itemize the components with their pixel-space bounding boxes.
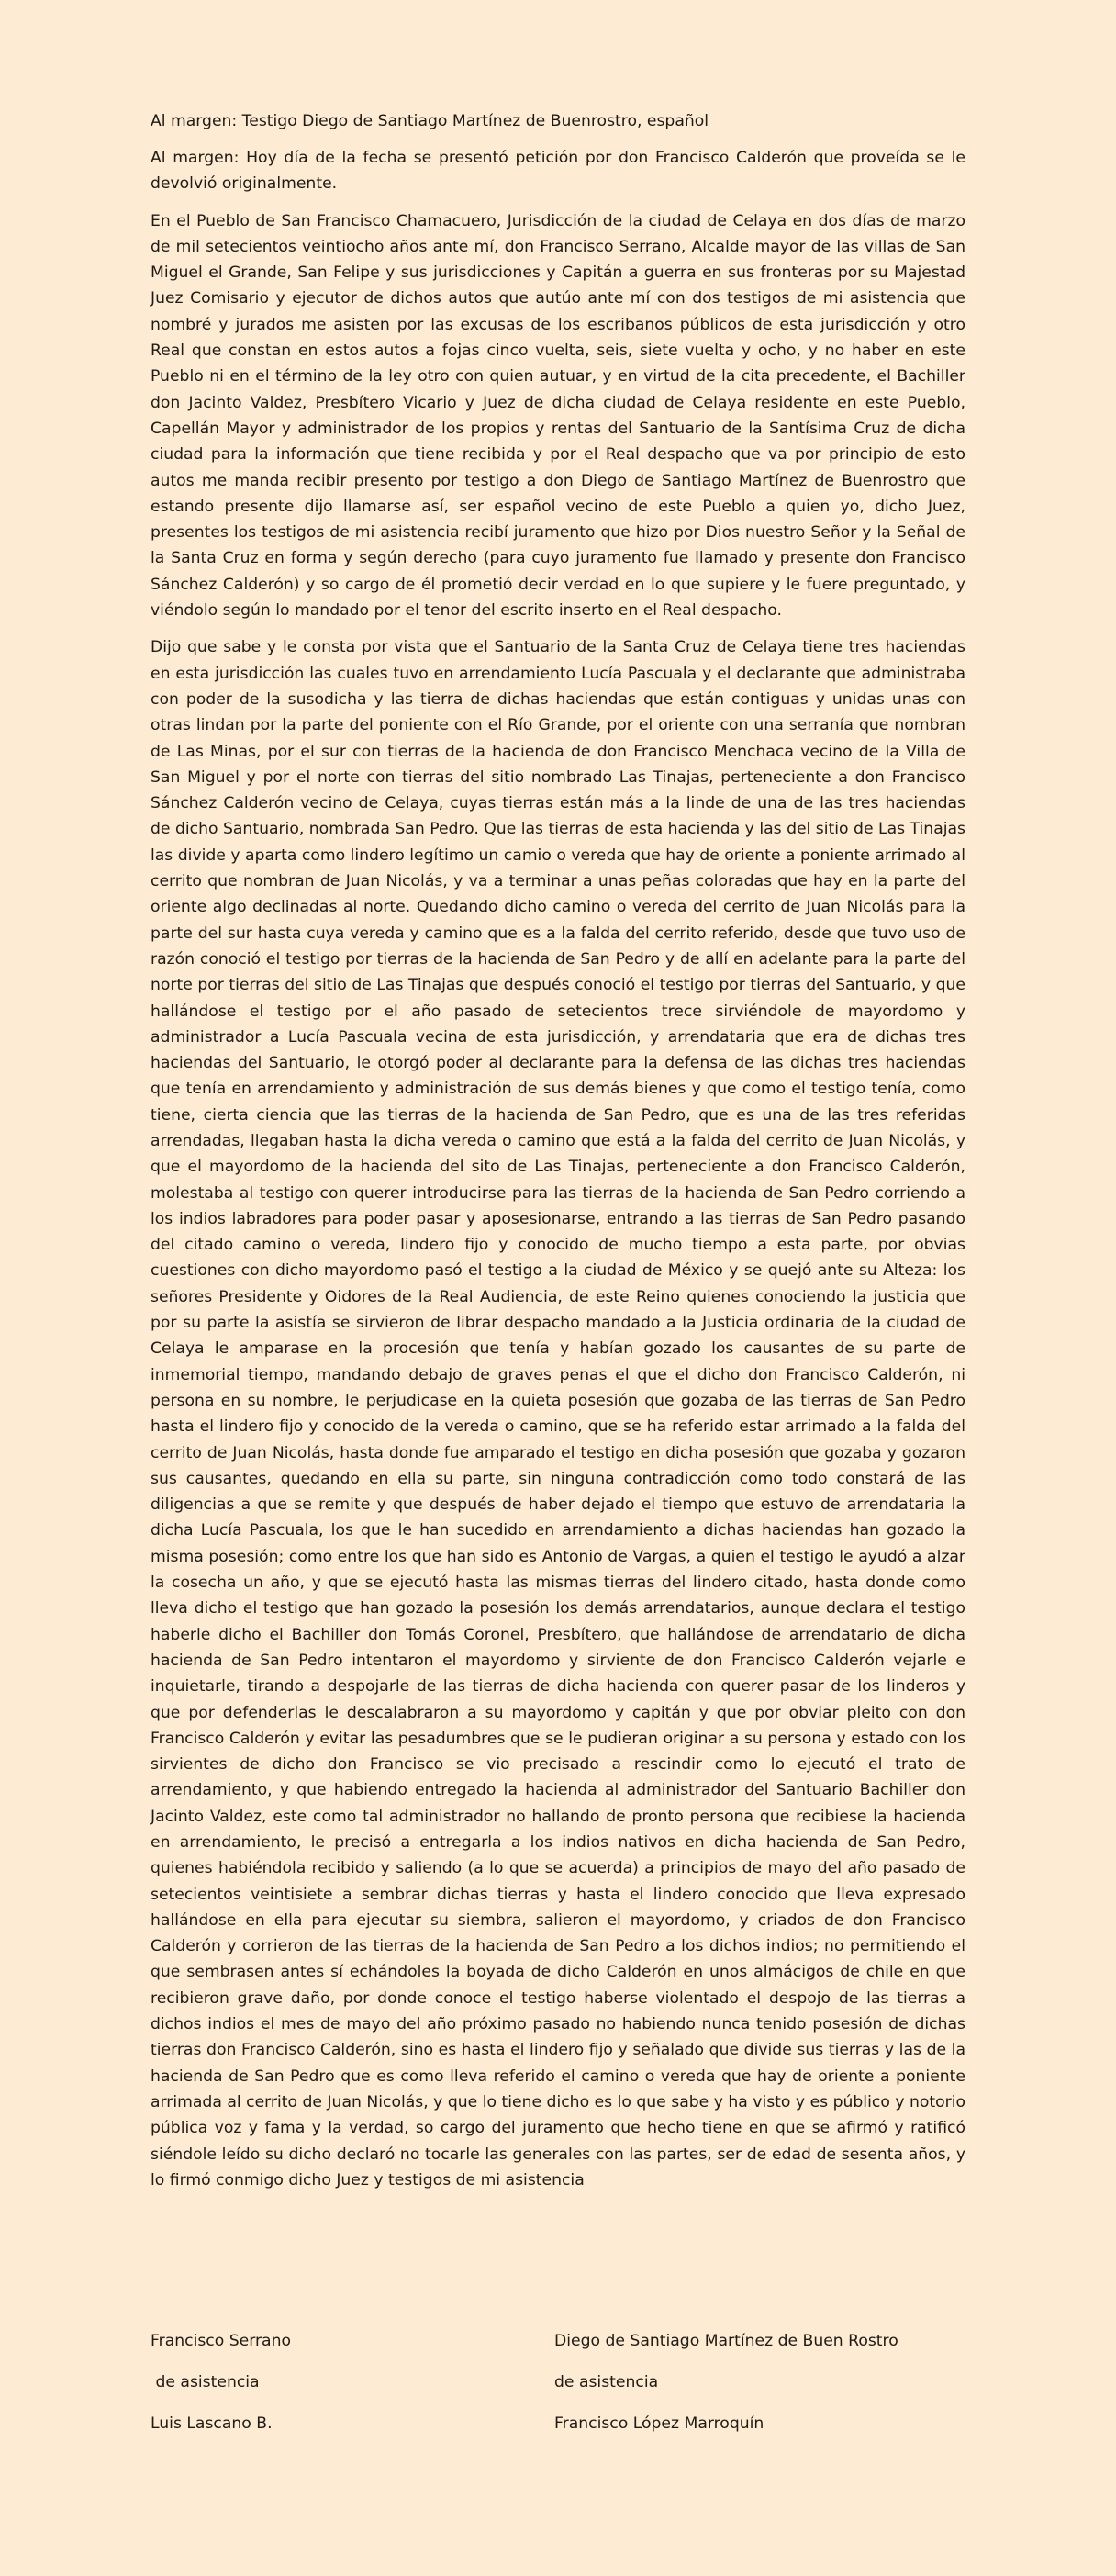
assistance-label-right: de asistencia bbox=[554, 2373, 659, 2391]
document-page bbox=[151, 108, 965, 2204]
signature-witness: Diego de Santiago Martínez de Buen Rostro bbox=[554, 2332, 898, 2350]
signature-row bbox=[151, 2373, 965, 2414]
signature-assistant-left: Luis Lascano B. bbox=[151, 2414, 273, 2433]
signature-assistant-right: Francisco López Marroquín bbox=[554, 2414, 764, 2433]
paragraph-testimony: Dijo que sabe y le consta por vista que el Santuario de la Santa Cruz de Celaya tiene tres haciendas en esta jurisdicción las cuales tuvo en arrendamiento Lucía Pascuala y el declarante que administraba con poder de la susodicha y las tierra de dichas haciendas que están contiguas y unidas unas con otras lindan por la parte del poniente con el Río Grande, por el oriente con una serranía que nombran de Las Minas, por el sur con tierras de la hacienda de don Francisco Menchaca vecino de la Villa de San Miguel y por el norte con tierras del sitio nombrado Las Tinajas, perteneciente a don Francisco Sánchez Calderón vecino de Celaya, cuyas tierras están más a la linde de una de las tres haciendas de dicho Santuario, nombrada San Pedro. Que las tierras de esta hacienda y las del sitio de Las Tinajas las divide y aparta como lindero legítimo un camio o vereda que hay de oriente a poniente arrimado al cerrito que nombran de Juan Nicolás, y va a terminar a unas peñas coloradas que hay en la parte del oriente algo declinadas al norte. Quedando dicho camino o vereda del cerrito de Juan Nicolás para la parte del sur hasta cuya vereda y camino que es a la falda del cerrito referido, desde que tuvo uso de razón conoció el testigo por tierras de la hacienda de San Pedro y de allí en adelante para la parte del norte por tierras del sitio de Las Tinajas que después conoció el testigo por tierras del Santuario, y que hallándose el testigo por el año pasado de setecientos trece sirviéndole de mayordomo y administrador a Lucía Pascuala vecina de esta jurisdicción, y arrendataria que era de dichas tres haciendas del Santuario, le otorgó poder al declarante para la defensa de las dichas tres haciendas que tenía en arrendamiento y administración de sus demás bienes y que como el testigo tenía, como tiene, cierta ciencia que las tierras de la hacienda de San Pedro, que es una de las tres referidas arrendadas, llegaban hasta la dicha vereda o camino que está a la falda del cerrito de Juan Nicolás, y que el mayordomo de la hacienda del sito de Las Tinajas, perteneciente a don Francisco Calderón, molestaba al testigo con querer introducirse para las tierras de la hacienda de San Pedro corriendo a los indios labradores para poder pasar y aposesionarse, entrando a las tierras de San Pedro pasando del citado camino o vereda, lindero fijo y conocido de mucho tiempo a esta parte, por obvias cuestiones con dicho mayordomo pasó el testigo a la ciudad de México y se quejó ante su Alteza: los señores Presidente y Oidores de la Real Audiencia, de este Reino quienes conociendo la justicia que por su parte la asistía se sirvieron de librar despacho mandado a la Justicia ordinaria de la ciudad de Celaya le amparase en la procesión que tenía y habían gozado los causantes de su parte de inmemorial tiempo, mandando debajo de graves penas el que el dicho don Francisco Calderón, ni persona en su nombre, le perjudicase en la quieta posesión que gozaba de las tierras de San Pedro hasta el lindero fijo y conocido de la vereda o camino, que se ha referido estar arrimado a la falda del cerrito de Juan Nicolás, hasta donde fue amparado el testigo en dicha posesión que gozaba y gozaron sus causantes, quedando en ella su parte, sin ninguna contradicción como todo constará de las diligencias a que se remite y que después de haber dejado el tiempo que estuvo de arrendataria la dicha Lucía Pascuala, los que le han sucedido en arrendamiento a dichas haciendas han gozado la misma posesión; como entre los que han sido es Antonio de Vargas, a quien el testigo le ayudó a alzar la cosecha un año, y que se ejecutó hasta las mismas tierras del lindero citado, hasta donde como lleva dicho el testigo que han gozado la posesión los demás arrendatarios, aunque declara el testigo haberle dicho el Bachiller don Tomás Coronel, Presbítero, que hallándose de arrendatario de dicha hacienda de San Pedro intentaron el mayordomo y sirviente de don Francisco Calderón vejarle e inquietarle, tirando a despojarle de las tierras de dicha hacienda con querer pasar de los linderos y que por defenderlas le descalabraron a su mayordomo y capitán y que por obviar pleito con don Francisco Calderón y evitar las pesadumbres que se le pudieran originar a su persona y estado con los sirvientes de dicho don Francisco se vio precisado a rescindir como lo ejecutó el trato de arrendamiento, y que habiendo entregado la hacienda al administrador del Santuario Bachiller don Jacinto Valdez, este como tal administrador no hallando de pronto persona que recibiese la hacienda en arrendamiento, le precisó a entregarla a los indios nativos en dicha hacienda de San Pedro, quienes habiéndola recibido y saliendo (a lo que se acuerda) a principios de mayo del año pasado de setecientos veintisiete a sembrar dichas tierras y hasta el lindero conocido que lleva expresado hallándose en ella para ejecutar su siembra, salieron el mayordomo, y criados de don Francisco Calderón y corrieron de las tierras de la hacienda de San Pedro a los dichos indios; no permitiendo el que sembrasen antes sí echándoles la boyada de dicho Calderón en unos almácigos de chile en que recibieron grave daño, por donde conoce el testigo haberse violentado el despojo de las tierras a dichos indios el mes de mayo del año próximo pasado no habiendo nunca tenido posesión de dichas tierras don Francisco Calderón, sino es hasta el lindero fijo y señalado que divide sus tierras y las de la hacienda de San Pedro que es como lleva referido el camino o vereda que hay de oriente a poniente arrimada al cerrito de Juan Nicolás, y que lo tiene dicho es lo que sabe y ha visto y es público y notorio pública voz y fama y la verdad, so cargo del juramento que hecho tiene en que se afirmó y ratificó siéndole leído su dicho declaró no tocarle las generales con las partes, ser de edad de sesenta años, y lo firmó conmigo dicho Juez y testigos de mi asistencia bbox=[151, 638, 965, 2190]
margin-note-petition: Al margen: Hoy día de la fecha se presentó petición por don Francisco Calderón que proveída se le devolvió originalmente. bbox=[151, 149, 965, 194]
signature-block bbox=[151, 2332, 965, 2456]
signature-row bbox=[151, 2414, 965, 2456]
signature-row bbox=[151, 2332, 965, 2373]
paragraph-introduction: En el Pueblo de San Francisco Chamacuero, Jurisdicción de la ciudad de Celaya en dos días de marzo de mil setecientos veintiocho años ante mí, don Francisco Serrano, Alcalde mayor de las villas de San Miguel el Grande, San Felipe y sus jurisdicciones y Capitán a guerra en sus fronteras por su Majestad Juez Comisario y ejecutor de dichos autos que autúo ante mí con dos testigos de mi asistencia que nombré y jurados me asisten por las excusas de los escribanos públicos de esta jurisdicción y otro Real que constan en estos autos a fojas cinco vuelta, seis, siete vuelta y ocho, y no haber en este Pueblo ni en el término de la ley otro con quien autuar, y en virtud de la cita precedente, el Bachiller don Jacinto Valdez, Presbítero Vicario y Juez de dicha ciudad de Celaya residente en este Pueblo, Capellán Mayor y administrador de los propios y rentas del Santuario de la Santísima Cruz de dicha ciudad para la información que tiene recibida y por el Real despacho que va por principio de esto autos me manda recibir presento por testigo a don Diego de Santiago Martínez de Buenrostro que estando presente dijo llamarse así, ser español vecino de este Pueblo a quien yo, dicho Juez, presentes los testigos de mi asistencia recibí juramento que hizo por Dios nuestro Señor y la Señal de la Santa Cruz en forma y según derecho (para cuyo juramento fue llamado y presente don Francisco Sánchez Calderón) y so cargo de él prometió decir verdad en lo que supiere y le fuere preguntado, y viéndolo según lo mandado por el tenor del escrito inserto en el Real despacho. bbox=[151, 211, 965, 621]
signature-judge: Francisco Serrano bbox=[151, 2332, 291, 2350]
assistance-label-left: de asistencia bbox=[151, 2373, 260, 2391]
margin-note-witness: Al margen: Testigo Diego de Santiago Martínez de Buenrostro, español bbox=[151, 112, 709, 130]
